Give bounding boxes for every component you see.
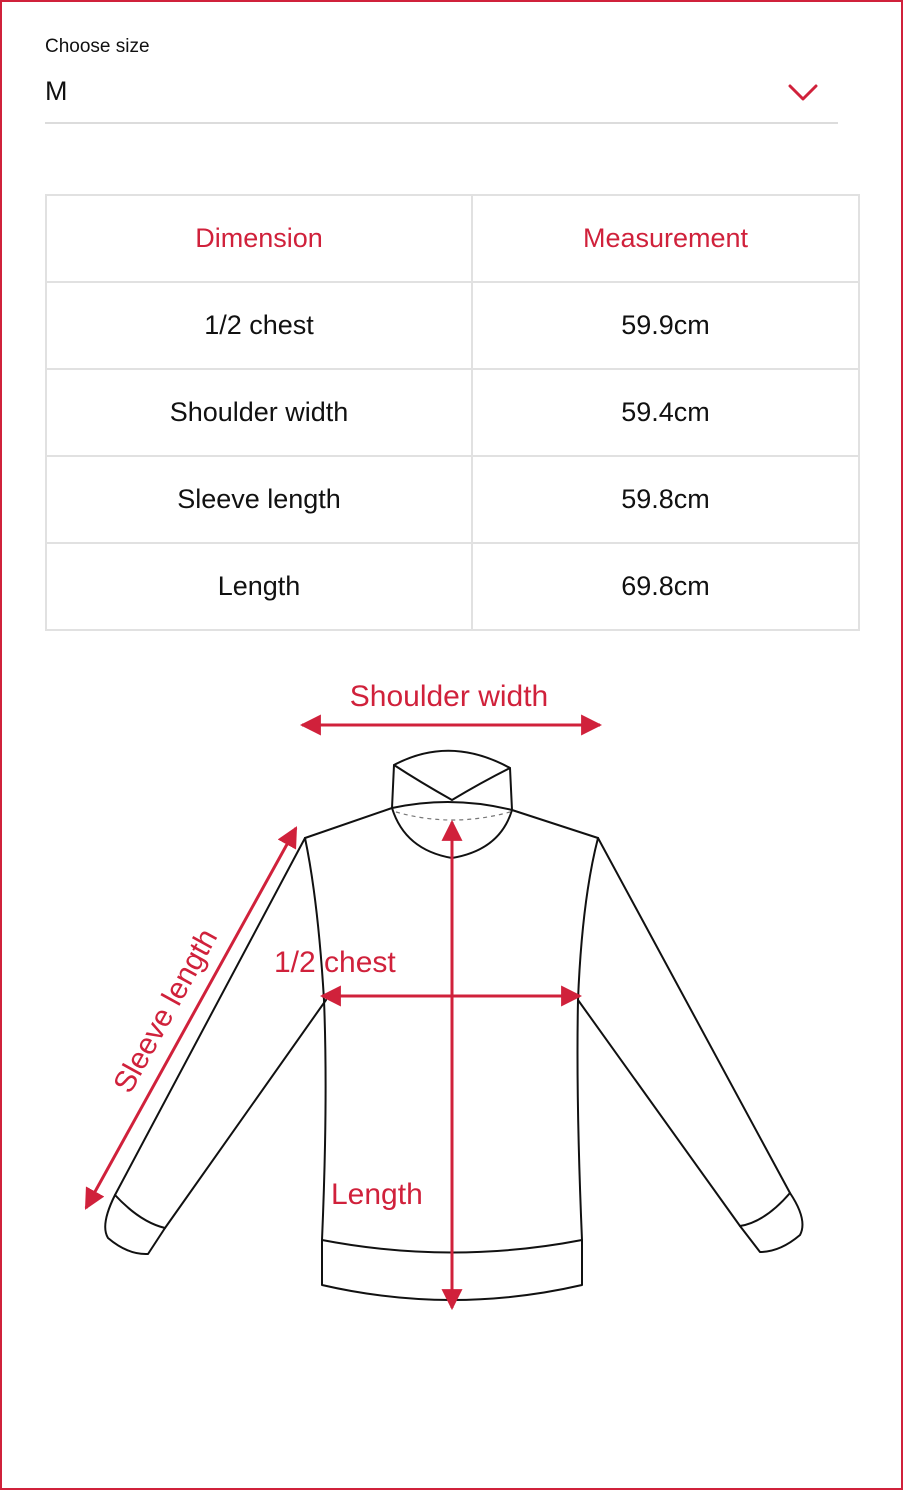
chest-label: 1/2 chest	[274, 946, 396, 979]
cell-dimension: Sleeve length	[46, 456, 472, 543]
cell-measurement: 59.8cm	[472, 456, 859, 543]
jacket-outline	[105, 751, 802, 1300]
right-sleeve-inner	[578, 1000, 740, 1226]
cell-measurement: 69.8cm	[472, 543, 859, 630]
collar-fold	[394, 765, 510, 800]
size-chart-table	[45, 194, 860, 631]
size-label: Choose size	[45, 36, 150, 57]
left-cuff	[105, 1195, 165, 1254]
size-dropdown[interactable]	[45, 36, 838, 124]
cell-dimension: Length	[46, 543, 472, 630]
header-dimension: Dimension	[46, 195, 472, 282]
right-cuff	[740, 1193, 802, 1252]
size-dropdown-underline	[45, 122, 838, 124]
left-shoulder	[305, 808, 392, 838]
right-shoulder	[512, 810, 598, 838]
table-header-row	[46, 195, 859, 282]
table-row	[46, 369, 859, 456]
collar-seam-dashed	[396, 812, 510, 820]
body-left-side	[305, 838, 326, 1240]
length-label: Length	[331, 1178, 423, 1211]
right-sleeve-outer	[598, 838, 790, 1193]
collar-shape	[392, 751, 512, 810]
table-row	[46, 282, 859, 369]
table-row	[46, 543, 859, 630]
body-right-side	[578, 838, 599, 1240]
chevron-down-icon[interactable]	[788, 82, 818, 102]
size-selected-value[interactable]: M	[45, 76, 68, 106]
sleeve-length-label: Sleeve length	[107, 923, 225, 1099]
cell-measurement: 59.4cm	[472, 369, 859, 456]
cell-measurement: 59.9cm	[472, 282, 859, 369]
cell-dimension: Shoulder width	[46, 369, 472, 456]
cell-dimension: 1/2 chest	[46, 282, 472, 369]
left-sleeve-inner	[165, 1000, 326, 1228]
sleeve-length-arrow	[86, 828, 296, 1208]
jacket-measurement-diagram	[0, 640, 905, 1340]
header-measurement: Measurement	[472, 195, 859, 282]
table-row	[46, 456, 859, 543]
shoulder-width-label: Shoulder width	[349, 680, 549, 713]
